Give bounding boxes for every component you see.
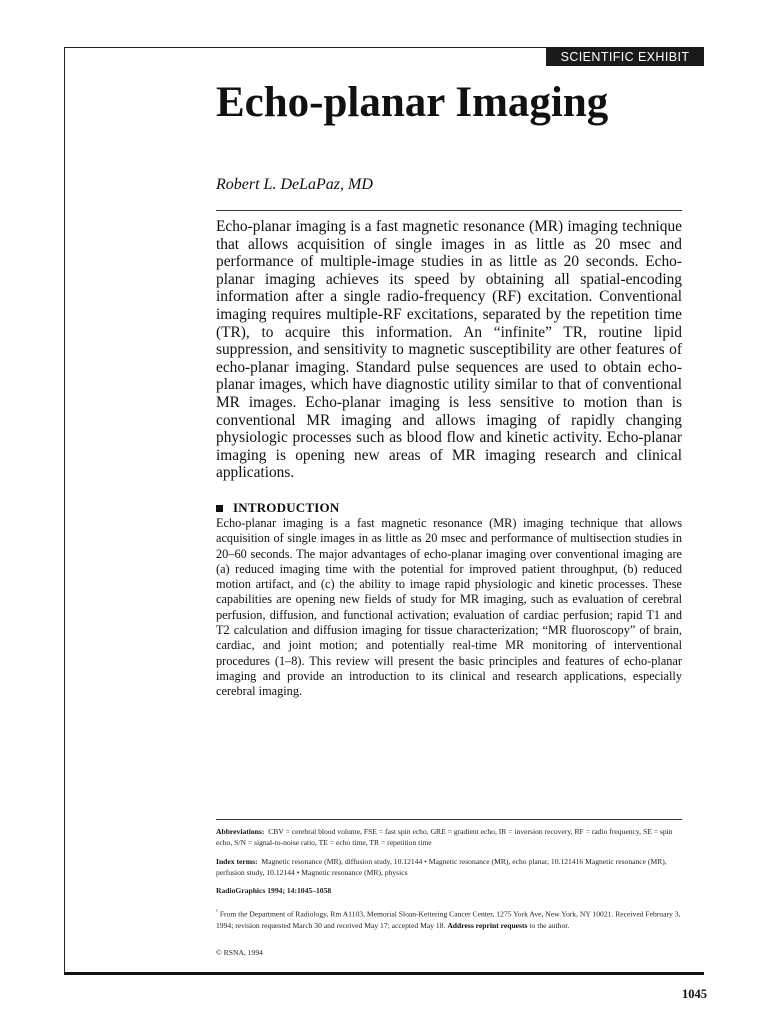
page-bottom-rule: [64, 972, 704, 975]
section-heading-label: INTRODUCTION: [233, 500, 340, 515]
page-number: 1045: [682, 987, 707, 1001]
author-byline: Robert L. DeLaPaz, MD: [216, 176, 373, 193]
reprint-tail: to the author.: [529, 920, 570, 930]
affiliation-note: [216, 906, 682, 931]
index-terms-note: [216, 856, 682, 878]
introduction-paragraph: Echo-planar imaging is a fast magnetic resonance (MR) imaging technique that allows acquisition of single images in as little as 20 msec and performance of multisection studies in 20–60 seconds. The major advantages of echo-planar imaging over conventional imaging are (a) reduced imaging time with the potential for improved patient throughput, (b) reduced motion artifact, and (c) the ability to image rapid physiologic and kinetic processes. These capabilities are opening new fields of study for MR imaging, such as evaluation of cerebral perfusion, diffusion, and functional activation; evaluation of cardiac perfusion; rapid T1 and T2 calculation and diffusion imaging for tissue characterization; “MR fluoroscopy” of brain, cardiac, and joint motion; and potentially real-time MR monitoring of interventional procedures (1–8). This review will present the basic principles and features of echo-planar imaging and provide an introduction to its clinical and research applications, especially cerebral imaging.: [216, 516, 682, 699]
reprint-label: Address reprint requests: [447, 920, 528, 930]
index-terms-text: Magnetic resonance (MR), diffusion study, 10.12144 • Magnetic resonance (MR), echo planar, 10.121416 Magnetic resonance (MR), perfusion study, 10.12144 • Magnetic resonance (MR), physics: [216, 857, 667, 877]
abbreviations-note: [216, 826, 682, 848]
affiliation-marker: ¹: [216, 908, 218, 915]
section-heading: [216, 500, 339, 516]
abstract: Echo-planar imaging is a fast magnetic resonance (MR) imaging technique that allows acquisition of single images in as little as 20 msec and performance of multiple-image studies in as little as 20 seconds. Echo-planar imaging achieves its speed by obtaining all spatial-encoding information after a single radio-frequency (RF) excitation. Conventional imaging requires multiple-RF excitations, separated by the repetition time (TR), to acquire this information. An “infinite” TR, routine lipid suppression, and sensitivity to magnetic susceptibility are other features of echo-planar imaging. Standard pulse sequences are used to obtain echo-planar images, which have diagnostic utility similar to that of conventional MR images. Echo-planar imaging is less sensitive to motion than is conventional MR imaging and allows imaging of rapidly changing physiologic processes such as blood flow and kinetic activity. Echo-planar imaging is opening new areas of MR imaging research and clinical applications.: [216, 218, 682, 482]
article-title: Echo-planar Imaging: [216, 79, 609, 126]
footnote-divider: [216, 819, 682, 820]
abbreviations-label: Abbreviations:: [216, 827, 265, 836]
journal-citation: RadioGraphics 1994; 14:1045–1058: [216, 886, 332, 895]
index-terms-label: Index terms:: [216, 857, 258, 866]
affiliation-text: From the Department of Radiology, Rm A1103, Memorial Sloan-Kettering Cancer Center, 1275 York Ave, New York, NY 10021. Received February 3, 1994; revision requested March 30 and received May 17; accepted May 18.: [216, 909, 681, 930]
copyright-note: © RSNA, 1994: [216, 948, 263, 957]
section-banner: SCIENTIFIC EXHIBIT: [546, 47, 704, 66]
page-border-left: [64, 47, 65, 973]
abbreviations-text: CBV = cerebral blood volume, FSE = fast spin echo, GRE = gradient echo, IR = inversion recovery, RF = radio frequency, SE = spin echo, S/N = signal-to-noise ratio, TE = echo time, TR = repetition time: [216, 827, 673, 847]
abstract-divider: [216, 210, 682, 211]
heading-bullet-icon: [216, 505, 223, 512]
